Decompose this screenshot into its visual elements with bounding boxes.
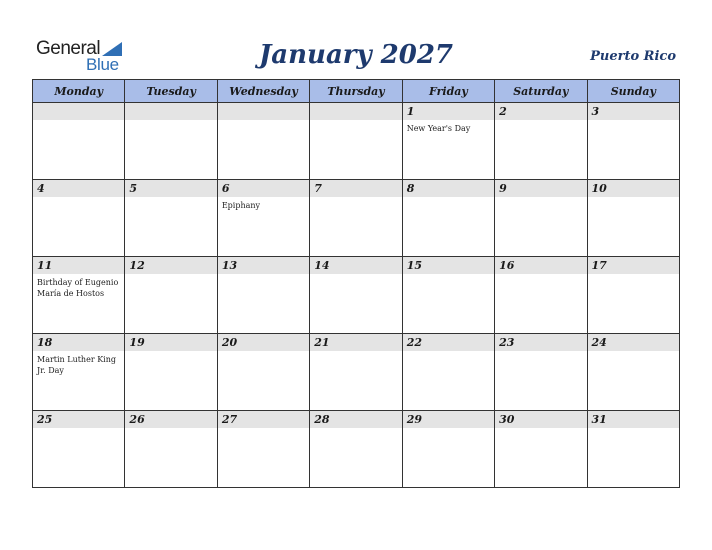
region-label: Puerto Rico: [590, 49, 676, 64]
day-cell: [217, 257, 309, 334]
day-number: 29: [403, 411, 494, 428]
day-cell-content: [588, 411, 679, 487]
day-cell: [495, 180, 587, 257]
calendar-body: [33, 103, 680, 488]
week-row: [33, 257, 680, 334]
day-cell-content: [403, 103, 494, 179]
day-cell: [33, 180, 125, 257]
day-number: 13: [218, 257, 309, 274]
day-number: [310, 103, 401, 120]
day-cell: [310, 180, 402, 257]
day-number: 2: [495, 103, 586, 120]
day-number: 30: [495, 411, 586, 428]
day-cell: [402, 103, 494, 180]
page-title: January 2027: [258, 40, 454, 70]
day-number: 25: [33, 411, 124, 428]
day-cell: [402, 180, 494, 257]
day-cell: [217, 334, 309, 411]
day-cell-content: [495, 180, 586, 256]
day-cell: [495, 257, 587, 334]
day-cell: [125, 103, 217, 180]
day-cell: [402, 257, 494, 334]
weekday-header: Sunday: [587, 80, 679, 103]
day-cell: [310, 103, 402, 180]
day-number: [33, 103, 124, 120]
day-cell-content: [495, 334, 586, 410]
week-row: [33, 334, 680, 411]
day-cell-content: [33, 257, 124, 333]
day-number: 8: [403, 180, 494, 197]
day-cell: [495, 103, 587, 180]
day-cell-content: [33, 411, 124, 487]
day-number: 27: [218, 411, 309, 428]
day-number: 5: [125, 180, 216, 197]
day-cell: [587, 411, 679, 488]
day-cell: [125, 411, 217, 488]
day-cell-content: [588, 257, 679, 333]
day-cell-content: [403, 411, 494, 487]
day-number: 15: [403, 257, 494, 274]
day-cell-content: [125, 103, 216, 179]
day-cell: [33, 411, 125, 488]
weekday-header-row: [33, 80, 680, 103]
day-cell: [217, 180, 309, 257]
day-number: 18: [33, 334, 124, 351]
calendar-grid: [32, 79, 680, 488]
day-cell-content: [218, 257, 309, 333]
day-cell: [125, 180, 217, 257]
week-row: [33, 411, 680, 488]
day-cell: [402, 411, 494, 488]
day-number: 24: [588, 334, 679, 351]
day-number: 26: [125, 411, 216, 428]
day-cell-content: [495, 103, 586, 179]
day-cell: [587, 257, 679, 334]
week-row: [33, 180, 680, 257]
holiday-label: Epiphany: [221, 201, 261, 210]
day-number: 20: [218, 334, 309, 351]
day-cell: [33, 334, 125, 411]
day-number: 19: [125, 334, 216, 351]
day-cell: [33, 103, 125, 180]
day-number: 17: [588, 257, 679, 274]
day-cell-content: [588, 103, 679, 179]
day-number: 3: [588, 103, 679, 120]
day-cell-content: [310, 103, 401, 179]
day-cell-content: [588, 180, 679, 256]
day-cell-content: [33, 103, 124, 179]
day-number: 31: [588, 411, 679, 428]
day-cell: [310, 334, 402, 411]
day-cell-content: [310, 257, 401, 333]
day-number: 1: [403, 103, 494, 120]
weekday-header: Friday: [402, 80, 494, 103]
weekday-header: Thursday: [310, 80, 402, 103]
weekday-header: Saturday: [495, 80, 587, 103]
day-number: [125, 103, 216, 120]
day-cell: [125, 334, 217, 411]
day-number: 7: [310, 180, 401, 197]
day-cell-content: [218, 103, 309, 179]
day-cell-content: [33, 334, 124, 410]
day-cell-content: [218, 334, 309, 410]
day-cell: [587, 334, 679, 411]
day-number: 4: [33, 180, 124, 197]
day-cell: [587, 103, 679, 180]
day-cell-content: [403, 257, 494, 333]
day-cell-content: [125, 180, 216, 256]
day-number: 12: [125, 257, 216, 274]
weekday-header: Wednesday: [217, 80, 309, 103]
day-number: 6: [218, 180, 309, 197]
day-cell: [217, 103, 309, 180]
day-number: 28: [310, 411, 401, 428]
day-number: [218, 103, 309, 120]
weekday-header: Tuesday: [125, 80, 217, 103]
day-cell-content: [310, 411, 401, 487]
weekday-header: Monday: [33, 80, 125, 103]
week-row: [33, 103, 680, 180]
day-cell: [33, 257, 125, 334]
day-cell-content: [218, 180, 309, 256]
day-cell-content: [218, 411, 309, 487]
day-cell-content: [33, 180, 124, 256]
day-cell-content: [125, 411, 216, 487]
day-number: 22: [403, 334, 494, 351]
day-cell: [217, 411, 309, 488]
day-number: 23: [495, 334, 586, 351]
day-cell: [402, 334, 494, 411]
day-cell-content: [310, 334, 401, 410]
day-cell-content: [125, 257, 216, 333]
day-cell: [310, 257, 402, 334]
logo-blue-text: Blue: [86, 55, 119, 74]
day-cell-content: [310, 180, 401, 256]
day-number: 11: [33, 257, 124, 274]
day-cell: [310, 411, 402, 488]
holiday-label: New Year's Day: [406, 124, 471, 133]
day-number: 16: [495, 257, 586, 274]
holiday-label: Birthday of Eugenio María de Hostos: [37, 278, 119, 298]
day-number: 9: [495, 180, 586, 197]
holiday-label: Martin Luther King Jr. Day: [37, 355, 116, 375]
day-cell-content: [495, 411, 586, 487]
day-cell: [125, 257, 217, 334]
day-cell-content: [403, 334, 494, 410]
day-cell: [587, 180, 679, 257]
day-number: 10: [588, 180, 679, 197]
logo-general-text: General: [36, 38, 101, 59]
day-cell: [495, 411, 587, 488]
day-cell-content: [588, 334, 679, 410]
day-number: 21: [310, 334, 401, 351]
day-cell: [495, 334, 587, 411]
day-cell-content: [125, 334, 216, 410]
day-cell-content: [403, 180, 494, 256]
day-cell-content: [495, 257, 586, 333]
day-number: 14: [310, 257, 401, 274]
